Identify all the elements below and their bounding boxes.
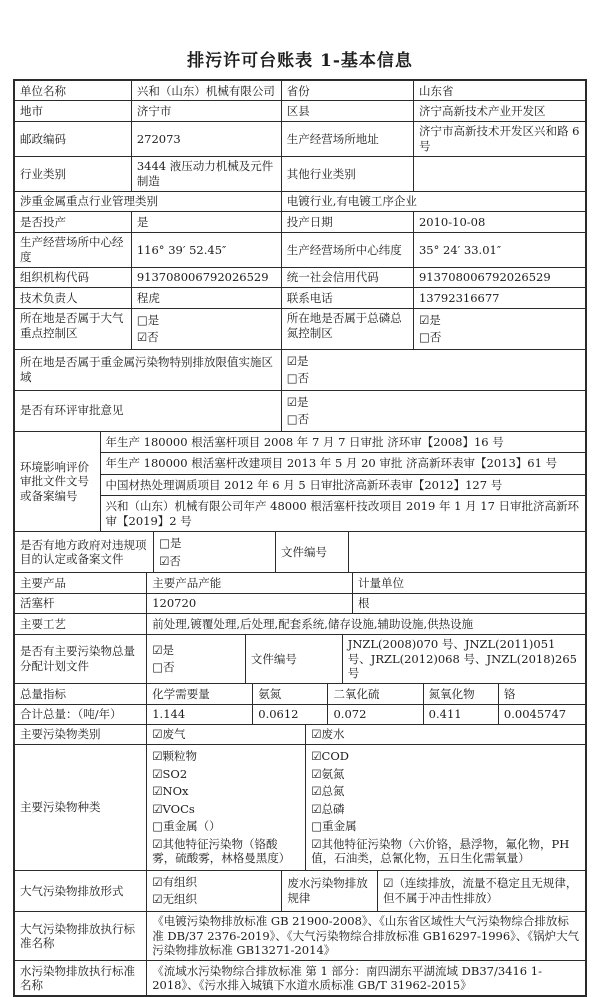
value-product-capacity: 120720 [147, 594, 353, 613]
value-district: 济宁高新技术产业开发区 [418, 103, 546, 118]
value-ammonia-total: 0.0612 [253, 705, 328, 724]
value-industry: 3444 液压动力机械及元件制造 [132, 157, 282, 191]
table-row-production-status [15, 212, 585, 232]
label-main-process: 主要工艺 [15, 614, 147, 633]
value-main-product: 活塞杆 [15, 594, 147, 613]
list-item: □否 [418, 330, 442, 345]
label-longitude: 生产经营场所中心经度 [15, 233, 132, 267]
list-item: □是 [159, 536, 182, 551]
table-row-heavy-metal-category [15, 192, 585, 212]
label-other-industry: 其他行业类别 [282, 157, 414, 191]
label-unit-name: 单位名称 [15, 81, 132, 100]
table-row-industry [15, 157, 585, 192]
value-longitude: 116° 39′ 52.45″ [132, 233, 282, 267]
table-row-city [15, 101, 585, 121]
table-row-product-data [15, 594, 585, 614]
list-item: ☑其他特征污染物（六价铬，悬浮物，氟化物，PH 值，石油类，总氰化物，五日生化需氧量） [311, 836, 570, 866]
table-row-water-standards [15, 961, 585, 995]
label-violation-doc-number: 文件编号 [276, 532, 349, 572]
eia-document-list [101, 432, 586, 531]
header-cod: 化学需要量 [147, 684, 253, 703]
list-item: □否 [286, 412, 310, 427]
table-row-heavy-metal-special-limit [15, 350, 585, 391]
table-row-eia-documents [15, 432, 585, 532]
label-eia-documents: 环境影响评价审批文件文号或备案编号 [15, 432, 101, 531]
list-item: □否 [286, 371, 310, 386]
table-row-contact [15, 288, 585, 308]
table-row-product-header [15, 573, 585, 593]
label-eia-opinion: 是否有环评审批意见 [15, 391, 282, 431]
label-allocation-doc-number: 文件编号 [246, 635, 343, 683]
list-item: ☑COD [311, 749, 350, 764]
list-item: ☑是 [152, 642, 175, 657]
checkbox-waste-gas: ☑废气 [147, 725, 306, 744]
list-item: ☑总磷 [311, 801, 345, 816]
list-item: □是 [136, 312, 160, 327]
label-production-date: 投产日期 [282, 212, 414, 231]
list-item: 兴和（山东）机械有限公司年产 48000 根活塞杆技改项目 2019 年 1 月 17 日审批济高新环审【2019】2 号 [105, 499, 580, 528]
label-tech-manager: 技术负责人 [15, 288, 132, 307]
value-so2-total: 0.072 [328, 705, 423, 724]
table-row-coordinates [15, 233, 585, 268]
header-total-indicator: 总量指标 [15, 684, 147, 703]
list-item: ☑SO2 [152, 766, 188, 781]
list-item: ☑有组织 [152, 874, 198, 889]
label-credit-code: 统一社会信用代码 [282, 268, 414, 287]
value-tech-manager: 程虎 [132, 288, 282, 307]
header-unit: 计量单位 [358, 575, 404, 590]
value-allocation-doc-numbers: JNZL(2008)070 号、JNZL(2011)051 号、JRZL(2012)068 号、JNZL(2018)265 号 [347, 637, 577, 681]
list-item: ☑是 [286, 394, 309, 409]
value-city: 济宁市 [132, 101, 282, 120]
list-item: ☑否 [159, 553, 181, 568]
checkbox-group-violation-record [154, 532, 276, 572]
list-item: 年生产 180000 根活塞杆改建项目 2013 年 5 月 20 审批 济高新环表审【2013】61 号 [101, 453, 586, 474]
checkbox-group-air-emission-form [147, 871, 282, 911]
table-row-pollutant-category [15, 725, 585, 745]
table-row-air-standards [15, 912, 585, 961]
label-violation-record: 是否有地方政府对违规项目的认定或备案文件 [15, 532, 154, 572]
label-org-code: 组织机构代码 [15, 268, 132, 287]
label-air-emission-form: 大气污染物排放形式 [15, 871, 147, 911]
value-postcode: 272073 [132, 122, 282, 156]
list-item: ☑无组织 [152, 892, 198, 907]
list-item: ☑颗粒物 [152, 749, 198, 764]
list-item: ☑氨氮 [311, 766, 345, 781]
header-chromium: 铬 [503, 686, 516, 701]
list-item: ☑其他特征污染物（铬酸雾，硫酸雾，林格曼黑度） [152, 836, 291, 866]
list-item: ☑否 [136, 330, 159, 345]
checkbox-waste-water: ☑废水 [311, 727, 345, 742]
label-water-discharge-pattern: 废水污染物排放规律 [282, 871, 378, 911]
value-latitude: 35° 24′ 33.01″ [418, 242, 502, 257]
list-item: ☑NOx [152, 784, 189, 799]
checkbox-group-water-pollutants [306, 745, 585, 869]
table-row-org-code [15, 268, 585, 288]
checkbox-group-eia-opinion [282, 391, 585, 431]
list-item: ☑是 [418, 312, 441, 327]
label-in-production: 是否投产 [15, 212, 132, 231]
value-air-emission-standards: 《电镀污染物排放标准 GB 21900-2008》、《山东省区域性大气污染物综合排放标准 DB/37 2376-2019》、《大气污染物综合排放标准 GB16297-1996》、《锅炉大气污染物排放标准 GB13271-2014》 [152, 914, 580, 958]
label-water-emission-standards: 水污染物排放执行标准名称 [15, 961, 147, 995]
value-cod-total: 1.144 [147, 705, 253, 724]
header-nox: 氮氧化物 [424, 684, 499, 703]
value-water-discharge-pattern: ☑（连续排放，流量不稳定且无规律，但不属于冲击性排放） [383, 876, 578, 905]
value-site-address: 济宁市高新技术开发区兴和路 6 号 [418, 124, 580, 153]
table-row-total-indicator-header [15, 684, 585, 704]
page-title: 排污许可台账表 1-基本信息 [187, 51, 413, 71]
table-row-total-allocation-plan [15, 635, 585, 684]
value-credit-code: 913708006792026529 [418, 270, 551, 285]
list-item: ☑是 [286, 353, 309, 368]
list-item: 中国材热处理调质项目 2012 年 6 月 5 日审批济高新环表审【2012】127 号 [101, 475, 586, 496]
checkbox-group-total-allocation-plan [147, 635, 246, 683]
label-phosphorus-nitrogen-zone: 所在地是否属于总磷总氮控制区 [282, 309, 414, 349]
value-unit: 根 [358, 596, 370, 611]
header-so2: 二氧化硫 [328, 684, 423, 703]
value-unit-name: 兴和（山东）机械有限公司 [132, 81, 282, 100]
label-latitude: 生产经营场所中心纬度 [282, 233, 414, 267]
checkbox-group-air-pollutants [147, 745, 306, 869]
table-row-main-process [15, 614, 585, 634]
table-row-control-zones [15, 309, 585, 350]
value-production-date: 2010-10-08 [418, 214, 486, 229]
label-site-address: 生产经营场所地址 [282, 122, 414, 156]
label-postcode: 邮政编码 [15, 122, 132, 156]
label-air-emission-standards: 大气污染物排放执行标准名称 [15, 912, 147, 960]
table-row-eia-opinion [15, 391, 585, 432]
value-chromium-total: 0.0045747 [503, 707, 567, 721]
value-heavy-metal-category: 电镀行业,有电镀工序企业 [286, 194, 417, 209]
permit-info-table [13, 79, 587, 997]
value-org-code: 913708006792026529 [132, 268, 282, 287]
list-item: □重金属（） [152, 819, 221, 834]
value-violation-doc-number [349, 532, 585, 572]
value-main-process: 前处理,镀覆处理,后处理,配套系统,储存设施,辅助设施,供热设施 [152, 616, 474, 631]
checkbox-group-heavy-metal-special-limit [282, 350, 585, 390]
table-row-postcode [15, 122, 585, 157]
list-item: 年生产 180000 根活塞杆项目 2008 年 7 月 7 日审批 济环审【2008】16 号 [101, 432, 586, 453]
checkbox-group-air-key-control-zone [132, 309, 282, 349]
value-other-industry [414, 157, 585, 191]
label-pollutant-category: 主要污染物类别 [15, 725, 147, 744]
list-item: ☑VOCs [152, 801, 195, 816]
label-total-allocation-plan: 是否有主要污染物总量分配计划文件 [15, 635, 147, 683]
value-nox-total: 0.411 [424, 705, 499, 724]
list-item: □重金属 [311, 819, 357, 834]
checkbox-group-phosphorus-nitrogen-zone [414, 309, 585, 349]
label-total-amount: 合计总量：（吨/年） [15, 705, 147, 724]
value-province: 山东省 [418, 83, 454, 98]
label-pollutant-types: 主要污染物种类 [15, 745, 147, 869]
label-phone: 联系电话 [282, 288, 414, 307]
header-main-product: 主要产品 [15, 573, 147, 592]
value-phone: 13792316677 [418, 290, 500, 305]
value-in-production: 是 [132, 212, 282, 231]
header-product-capacity: 主要产品产能 [147, 573, 353, 592]
label-city: 地市 [15, 101, 132, 120]
table-row-total-amounts [15, 705, 585, 725]
label-industry: 行业类别 [15, 157, 132, 191]
list-item: □否 [152, 660, 175, 675]
table-row-unit-name [15, 81, 585, 101]
label-district: 区县 [282, 101, 414, 120]
label-heavy-metal-category: 涉重金属重点行业管理类别 [15, 192, 282, 211]
header-ammonia: 氨氮 [253, 684, 328, 703]
label-heavy-metal-special-limit: 所在地是否属于重金属污染物特别排放限值实施区域 [15, 350, 282, 390]
label-air-key-control-zone: 所在地是否属于大气重点控制区 [15, 309, 132, 349]
list-item: ☑总氮 [311, 784, 345, 799]
table-row-emission-form [15, 871, 585, 912]
table-row-pollutant-types [15, 745, 585, 870]
table-row-violation-record [15, 532, 585, 573]
label-province: 省份 [282, 81, 414, 100]
value-water-emission-standards: 《流域水污染物综合排放标准 第 1 部分：南四湖东平湖流域 DB37/3416 1-2018》、《污水排入城镇下水道水质标准 GB/T 31962-2015》 [152, 963, 542, 993]
